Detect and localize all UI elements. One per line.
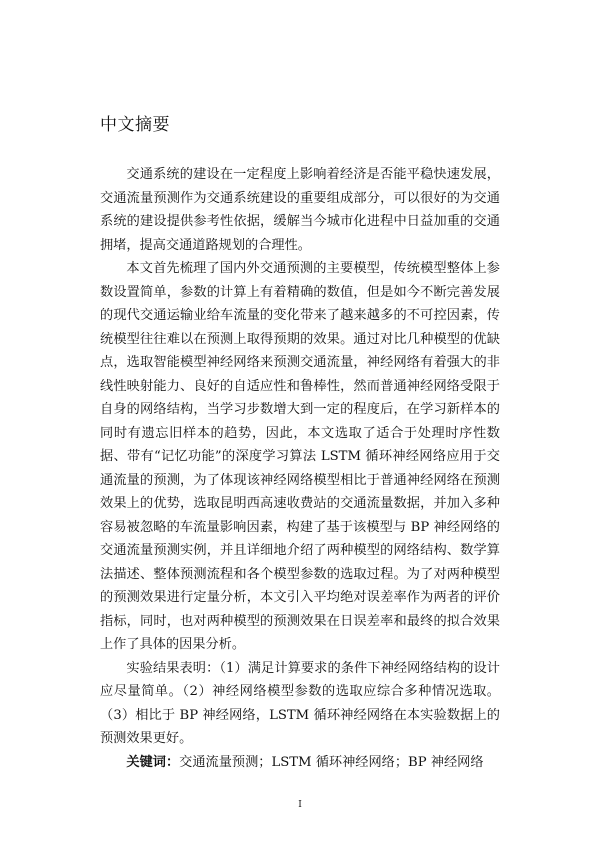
keywords-text: 交通流量预测；LSTM 循环神经网络；BP 神经网络 — [179, 754, 484, 770]
abstract-paragraph-1: 交通系统的建设在一定程度上影响着经济是否能平稳快速发展，交通流量预测作为交通系统建设的重要组成部分，可以很好的为交通系统的建设提供参考性依据，缓解当今城市化进程中日益加重的交通拥堵，提高交通道路规划的合理性。 — [100, 167, 500, 253]
page-title: 中文摘要 — [100, 115, 170, 135]
abstract-paragraph-2: 本文首先梳理了国内外交通预测的主要模型，传统模型整体上参数设置简单，参数的计算上有着精确的数值，但是如今不断完善发展的现代交通运输业给车流量的变化带来了越来越多的不可控因素，传统模型往往难以在预测上取得预期的效果。通过对比几种模型的优缺点，选取智能模型神经网络来预测交通流量，神经网络有着强大的非线性映射能力、良好的自适应性和鲁棒性，然而普通神经网络受限于自身的网络结构，当学习步数增大到一定的程度后，在学习新样本的同时有遗忘旧样本的趋势，因此，本文选取了适合于处理时序性数据、带有“记忆功能”的深度学习算法 LSTM 循环神经网络应用于交通流量的预测，为了体现该神经网络模型相比于普通神经网络在预测效果上的优势，选取昆明西高速收费站的交通流量数据，并加入多种容易被忽略的车流量影响因素，构建了基于该模型与 BP 神经网络的交通流量预测实例，并且详细地介绍了两种模型的网络结构、数学算法描述、整体预测流程和各个模型参数的选取过程。为了对两种模型的预测效果进行定量分析，本文引入平均绝对误差率作为两者的评价指标，同时，也对两种模型的预测效果在日误差率和最终的拟合效果上作了具体的因果分析。 — [100, 261, 500, 652]
page-number: I — [298, 800, 302, 810]
abstract-body — [100, 163, 500, 774]
keywords-label: 关键词： — [126, 754, 180, 770]
keywords-line — [100, 751, 500, 775]
abstract-paragraph-3: 实验结果表明：（1）满足计算要求的条件下神经网络结构的设计应尽量简单。（2）神经网络模型参数的选取应综合多种情况选取。（3）相比于 BP 神经网络，LSTM 循环神经网络在本实验数据上的预测效果更好。 — [100, 660, 500, 746]
